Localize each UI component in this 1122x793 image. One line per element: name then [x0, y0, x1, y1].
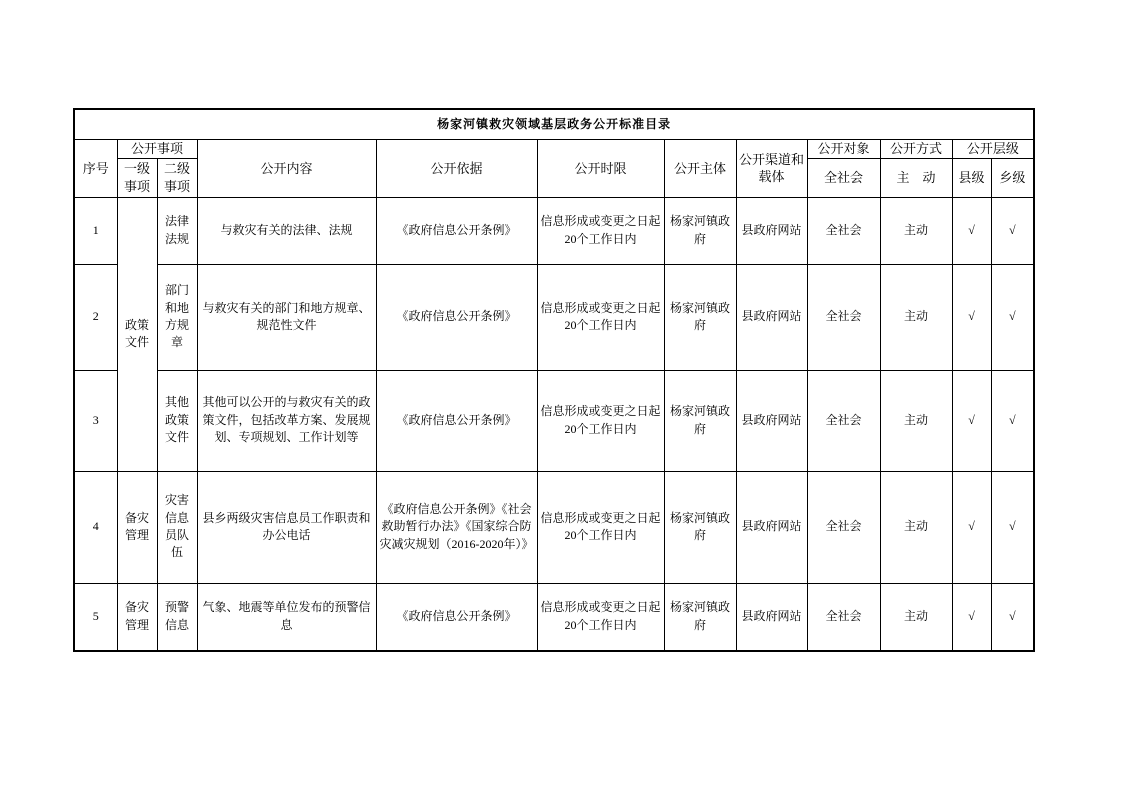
- table-row: [74, 583, 1034, 651]
- content-cell: 与救灾有关的部门和地方规章、规范性文件: [197, 264, 376, 370]
- time-limit-cell: 信息形成或变更之日起20个工作日内: [537, 370, 664, 471]
- method-cell: 主动: [880, 471, 952, 583]
- header-public-items: 公开事项: [117, 140, 197, 159]
- table-row: [74, 264, 1034, 370]
- county-check-cell: √: [952, 471, 991, 583]
- basis-cell: 《政府信息公开条例》《社会救助暂行办法》《国家综合防灾减灾规划（2016-2020年）》: [376, 471, 537, 583]
- table-row: [74, 471, 1034, 583]
- header-channel: 公开渠道和载体: [736, 140, 807, 198]
- time-limit-cell: 信息形成或变更之日起20个工作日内: [537, 471, 664, 583]
- subject-cell: 杨家河镇政府: [664, 197, 736, 264]
- township-check-cell: √: [991, 471, 1034, 583]
- township-check-cell: √: [991, 583, 1034, 651]
- county-check-cell: √: [952, 370, 991, 471]
- header-level2: 二级事项: [157, 158, 197, 197]
- header-method: 公开方式: [880, 140, 952, 159]
- method-cell: 主动: [880, 583, 952, 651]
- basis-cell: 《政府信息公开条例》: [376, 583, 537, 651]
- header-seq: 序号: [74, 140, 117, 198]
- audience-cell: 全社会: [807, 264, 880, 370]
- time-limit-cell: 信息形成或变更之日起20个工作日内: [537, 583, 664, 651]
- township-check-cell: √: [991, 197, 1034, 264]
- header-method-value: 主 动: [880, 158, 952, 197]
- level2-cell: 灾害信息员队伍: [157, 471, 197, 583]
- content-cell: 气象、地震等单位发布的预警信息: [197, 583, 376, 651]
- header-level: 公开层级: [952, 140, 1034, 159]
- audience-cell: 全社会: [807, 583, 880, 651]
- disclosure-catalog-table: [73, 108, 1035, 652]
- level2-cell: 法律法规: [157, 197, 197, 264]
- page-title: 杨家河镇救灾领域基层政务公开标准目录: [74, 109, 1034, 140]
- content-cell: 与救灾有关的法律、法规: [197, 197, 376, 264]
- seq-cell: 2: [74, 264, 117, 370]
- header-township: 乡级: [991, 158, 1034, 197]
- header-audience-value: 全社会: [807, 158, 880, 197]
- county-check-cell: √: [952, 264, 991, 370]
- subject-cell: 杨家河镇政府: [664, 471, 736, 583]
- title-row: [74, 109, 1034, 140]
- channel-cell: 县政府网站: [736, 264, 807, 370]
- header-basis: 公开依据: [376, 140, 537, 198]
- subject-cell: 杨家河镇政府: [664, 264, 736, 370]
- audience-cell: 全社会: [807, 471, 880, 583]
- township-check-cell: √: [991, 264, 1034, 370]
- county-check-cell: √: [952, 583, 991, 651]
- level1-cell: 备灾管理: [117, 583, 157, 651]
- county-check-cell: √: [952, 197, 991, 264]
- level2-cell: 预警信息: [157, 583, 197, 651]
- header-row-top: [74, 140, 1034, 159]
- level1-cell: 政策文件: [117, 197, 157, 471]
- basis-cell: 《政府信息公开条例》: [376, 264, 537, 370]
- level2-cell: 其他政策文件: [157, 370, 197, 471]
- township-check-cell: √: [991, 370, 1034, 471]
- channel-cell: 县政府网站: [736, 471, 807, 583]
- table-row: [74, 197, 1034, 264]
- method-cell: 主动: [880, 197, 952, 264]
- header-subject: 公开主体: [664, 140, 736, 198]
- seq-cell: 1: [74, 197, 117, 264]
- channel-cell: 县政府网站: [736, 197, 807, 264]
- header-content: 公开内容: [197, 140, 376, 198]
- method-cell: 主动: [880, 370, 952, 471]
- channel-cell: 县政府网站: [736, 583, 807, 651]
- basis-cell: 《政府信息公开条例》: [376, 370, 537, 471]
- table-row: [74, 370, 1034, 471]
- seq-cell: 5: [74, 583, 117, 651]
- header-time-limit: 公开时限: [537, 140, 664, 198]
- channel-cell: 县政府网站: [736, 370, 807, 471]
- header-county: 县级: [952, 158, 991, 197]
- level2-cell: 部门和地方规章: [157, 264, 197, 370]
- subject-cell: 杨家河镇政府: [664, 583, 736, 651]
- header-level1: 一级事项: [117, 158, 157, 197]
- method-cell: 主动: [880, 264, 952, 370]
- seq-cell: 3: [74, 370, 117, 471]
- catalog-table-container: [73, 108, 1035, 652]
- audience-cell: 全社会: [807, 197, 880, 264]
- content-cell: 其他可以公开的与救灾有关的政策文件，包括改革方案、发展规划、专项规划、工作计划等: [197, 370, 376, 471]
- seq-cell: 4: [74, 471, 117, 583]
- basis-cell: 《政府信息公开条例》: [376, 197, 537, 264]
- content-cell: 县乡两级灾害信息员工作职责和办公电话: [197, 471, 376, 583]
- level1-cell: 备灾管理: [117, 471, 157, 583]
- audience-cell: 全社会: [807, 370, 880, 471]
- subject-cell: 杨家河镇政府: [664, 370, 736, 471]
- header-audience: 公开对象: [807, 140, 880, 159]
- time-limit-cell: 信息形成或变更之日起20个工作日内: [537, 264, 664, 370]
- time-limit-cell: 信息形成或变更之日起20个工作日内: [537, 197, 664, 264]
